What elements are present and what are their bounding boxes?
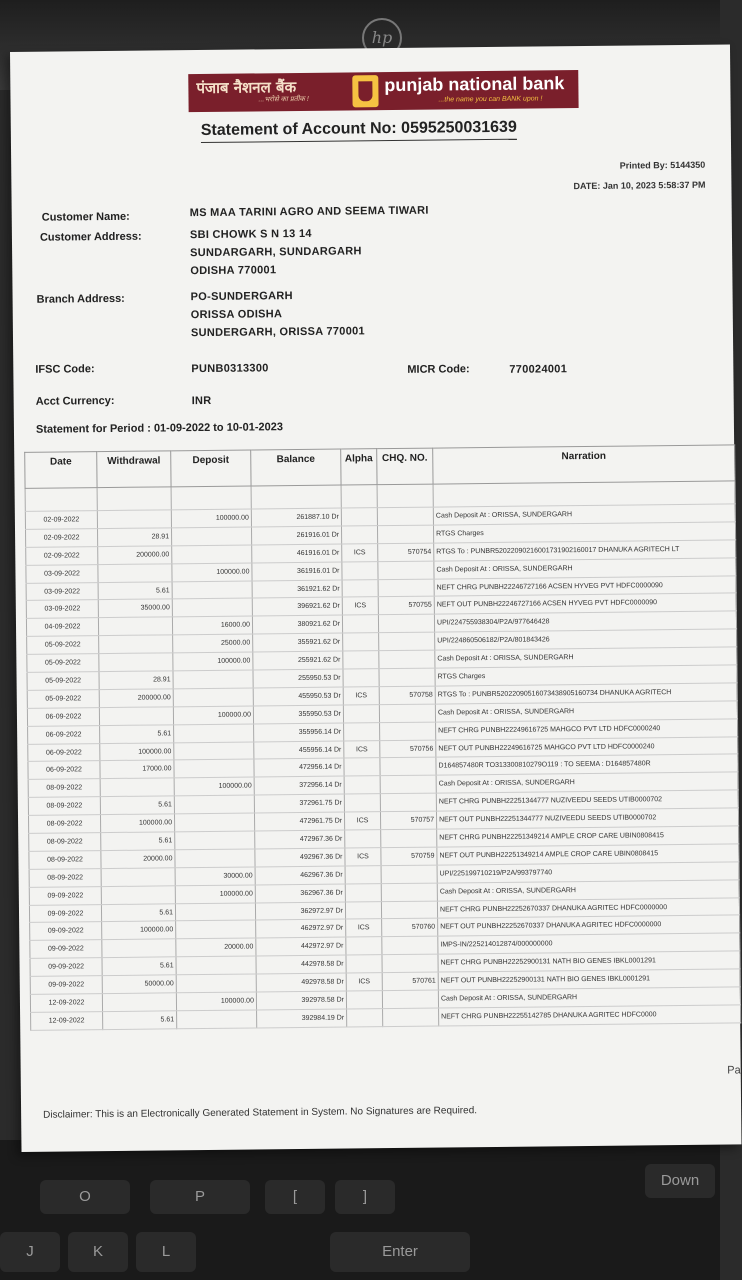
- table-cell: 28.91: [97, 528, 171, 547]
- table-cell: [175, 903, 255, 922]
- bank-english-name: punjab national bank: [384, 73, 565, 96]
- table-cell: 472956.14 Dr: [254, 759, 344, 778]
- bank-hindi-name: पंजाब नैशनल बैंक: [196, 78, 297, 98]
- key-p: P: [150, 1180, 250, 1214]
- table-cell: [177, 1010, 257, 1029]
- table-cell: [383, 1008, 439, 1026]
- table-cell: [345, 901, 381, 919]
- table-cell: 09-09-2022: [29, 886, 101, 905]
- table-cell: [100, 778, 174, 797]
- table-cell: 570758: [379, 686, 435, 704]
- table-cell: [101, 868, 175, 887]
- table-cell: 362972.97 Dr: [255, 902, 345, 921]
- table-cell: 396921.62 Dr: [252, 598, 342, 617]
- table-cell: RTGS Charges: [433, 522, 735, 543]
- key-k: K: [68, 1232, 128, 1272]
- table-cell: 06-09-2022: [27, 707, 99, 726]
- table-cell: NEFT OUT PUNBH22251344777 NUZIVEEDU SEEDS UTIB0000702: [436, 808, 738, 829]
- table-cell: 355921.62 Dr: [253, 633, 343, 652]
- table-cell: [342, 579, 378, 597]
- bank-tagline: ...the name you can BANK upon !: [438, 95, 543, 104]
- branch-address-label: Branch Address:: [36, 292, 125, 306]
- table-cell: [379, 668, 435, 686]
- branch-line-1: PO-SUNDERGARH: [190, 290, 293, 304]
- customer-address-label: Customer Address:: [39, 230, 142, 244]
- table-cell: [98, 617, 172, 636]
- table-cell: [382, 954, 438, 972]
- table-cell: [381, 865, 437, 883]
- table-cell: 06-09-2022: [28, 725, 100, 744]
- table-cell: [174, 813, 254, 832]
- table-cell: 442972.97 Dr: [256, 937, 346, 956]
- table-cell: ICS: [345, 848, 381, 866]
- table-cell: [379, 704, 435, 722]
- col-date: Date: [25, 452, 97, 489]
- table-cell: [381, 883, 437, 901]
- table-cell: Cash Deposit At : ORISSA, SUNDERGARH: [438, 987, 740, 1008]
- table-cell: [347, 1009, 383, 1027]
- table-cell: [171, 527, 251, 546]
- table-cell: 355950.53 Dr: [253, 705, 343, 724]
- table-cell: [176, 956, 256, 975]
- table-cell: [343, 669, 379, 687]
- table-cell: [346, 937, 382, 955]
- table-cell: 04-09-2022: [26, 618, 98, 637]
- table-cell: NEFT OUT PUNBH22246727166 ACSEN HYVEG PVT HDFC0000090: [434, 593, 736, 614]
- table-cell: [102, 993, 176, 1012]
- table-cell: Cash Deposit At : ORISSA, SUNDERGARH: [435, 701, 737, 722]
- table-cell: 455950.53 Dr: [253, 687, 343, 706]
- table-cell: [379, 632, 435, 650]
- branch-address: [190, 286, 365, 342]
- key-enter: Enter: [330, 1232, 470, 1272]
- table-cell: 255950.53 Dr: [253, 669, 343, 688]
- table-cell: [342, 561, 378, 579]
- table-cell: 08-09-2022: [29, 851, 101, 870]
- table-cell: ICS: [343, 687, 379, 705]
- table-cell: NEFT OUT PUNBH22251349214 AMPLE CROP CARE UBIN0808415: [437, 844, 739, 865]
- hp-logo-icon: hp: [362, 18, 402, 58]
- table-cell: 472961.75 Dr: [254, 812, 344, 831]
- table-cell: 570759: [381, 847, 437, 865]
- table-cell: 5.61: [100, 725, 174, 744]
- table-cell: [346, 955, 382, 973]
- table-cell: 28.91: [99, 671, 173, 690]
- table-cell: 08-09-2022: [28, 779, 100, 798]
- table-cell: 25000.00: [173, 634, 253, 653]
- table-cell: 570760: [382, 919, 438, 937]
- table-cell: 100000.00: [176, 992, 256, 1011]
- table-cell: RTGS Charges: [435, 665, 737, 686]
- table-cell: 05-09-2022: [27, 672, 99, 691]
- table-cell: 100000.00: [171, 509, 251, 528]
- table-cell: 08-09-2022: [28, 815, 100, 834]
- key-bracket-close: ]: [335, 1180, 395, 1214]
- col-alpha: Alpha: [341, 449, 377, 485]
- table-cell: 05-09-2022: [27, 654, 99, 673]
- pnb-logo-icon: [352, 75, 378, 107]
- table-cell: ICS: [346, 973, 382, 991]
- table-cell: 100000.00: [172, 563, 252, 582]
- table-cell: UPI/224860506182/P2A/801843426: [435, 629, 737, 650]
- address-line-2: SUNDARGARH, SUNDARGARH: [190, 245, 362, 260]
- table-cell: 08-09-2022: [29, 868, 101, 887]
- currency-value: INR: [191, 394, 212, 408]
- table-cell: 462967.36 Dr: [255, 866, 345, 885]
- table-cell: [342, 615, 378, 633]
- table-cell: [99, 635, 173, 654]
- table-cell: 570757: [380, 811, 436, 829]
- table-cell: 570755: [378, 597, 434, 615]
- keyboard: [0, 1140, 720, 1280]
- currency-label: Acct Currency:: [35, 394, 115, 408]
- branch-line-2: ORISSA ODISHA: [190, 308, 283, 322]
- table-cell: NEFT CHRG PUNBH22251349214 AMPLE CROP CARE UBIN0808415: [437, 826, 739, 847]
- table-cell: 12-09-2022: [31, 1012, 103, 1031]
- table-cell: [173, 688, 253, 707]
- table-cell: 12-09-2022: [30, 994, 102, 1013]
- table-cell: 492967.36 Dr: [255, 848, 345, 867]
- table-cell: 362967.36 Dr: [255, 884, 345, 903]
- table-cell: 455956.14 Dr: [254, 741, 344, 760]
- table-cell: 100000.00: [102, 921, 176, 940]
- table-cell: 09-09-2022: [30, 940, 102, 959]
- page-footer-fragment: Pa: [727, 1064, 741, 1077]
- table-cell: 100000.00: [173, 706, 253, 725]
- table-cell: NEFT CHRG PUNBH22255142785 DHANUKA AGRITEC HDFC0000: [439, 1005, 741, 1026]
- print-date: DATE: Jan 10, 2023 5:58:37 PM: [573, 179, 706, 192]
- transactions-body: [25, 481, 741, 1030]
- key-down: Down: [645, 1164, 715, 1198]
- table-cell: 100000.00: [100, 814, 174, 833]
- micr-value: 770024001: [509, 363, 568, 376]
- table-cell: Cash Deposit At : ORISSA, SUNDERGARH: [436, 772, 738, 793]
- table-cell: 100000.00: [173, 652, 253, 671]
- table-cell: [99, 653, 173, 672]
- table-cell: [174, 795, 254, 814]
- table-cell: [378, 579, 434, 597]
- table-cell: 361916.01 Dr: [252, 562, 342, 581]
- table-cell: 20000.00: [101, 850, 175, 869]
- address-line-1: SBI CHOWK S N 13 14: [189, 227, 312, 242]
- table-cell: [380, 722, 436, 740]
- table-cell: 06-09-2022: [28, 743, 100, 762]
- table-cell: RTGS To : PUNBR52022090516073438905160734 DHANUKA AGRITECH: [435, 683, 737, 704]
- table-cell: 255921.62 Dr: [253, 651, 343, 670]
- table-cell: [378, 561, 434, 579]
- table-cell: [382, 990, 438, 1008]
- table-cell: [172, 598, 252, 617]
- micr-label: MICR Code:: [407, 363, 470, 376]
- customer-name: MS MAA TARINI AGRO AND SEEMA TIWARI: [189, 204, 429, 220]
- table-cell: [97, 510, 171, 529]
- col-withdrawal: Withdrawal: [97, 451, 171, 488]
- table-cell: [172, 545, 252, 564]
- table-cell: [381, 829, 437, 847]
- table-cell: 392984.19 Dr: [257, 1009, 347, 1028]
- table-cell: [343, 651, 379, 669]
- table-cell: 5.61: [102, 957, 176, 976]
- table-cell: 09-09-2022: [29, 904, 101, 923]
- print-info: [573, 155, 705, 196]
- table-cell: 5.61: [103, 1011, 177, 1030]
- table-cell: Cash Deposit At : ORISSA, SUNDERGARH: [433, 504, 735, 525]
- table-cell: 100000.00: [174, 777, 254, 796]
- table-cell: 492978.58 Dr: [256, 973, 346, 992]
- table-cell: 06-09-2022: [28, 761, 100, 780]
- table-cell: [172, 581, 252, 600]
- table-cell: ICS: [342, 597, 378, 615]
- table-cell: NEFT CHRG PUNBH22252670337 DHANUKA AGRITEC HDFC0000000: [437, 898, 739, 919]
- table-cell: [380, 775, 436, 793]
- table-cell: [381, 901, 437, 919]
- table-cell: [341, 526, 377, 544]
- table-cell: ICS: [344, 740, 380, 758]
- transactions-table: [24, 444, 741, 1030]
- table-cell: 08-09-2022: [29, 833, 101, 852]
- table-cell: 05-09-2022: [27, 690, 99, 709]
- col-chq-no: CHQ. NO.: [377, 448, 433, 485]
- table-cell: NEFT OUT PUNBH22249616725 MAHGCO PVT LTD HDFC0000240: [436, 736, 738, 757]
- table-cell: 461916.01 Dr: [252, 544, 342, 563]
- table-cell: 5.61: [101, 903, 175, 922]
- table-cell: 361921.62 Dr: [252, 580, 342, 599]
- table-cell: 17000.00: [100, 760, 174, 779]
- disclaimer: Disclaimer: This is an Electronically Generated Statement in System. No Signatures are Required.: [43, 1105, 478, 1121]
- table-cell: [377, 525, 433, 543]
- table-cell: [174, 759, 254, 778]
- table-cell: 372961.75 Dr: [254, 794, 344, 813]
- address-line-3: ODISHA 770001: [190, 264, 277, 278]
- table-cell: [176, 920, 256, 939]
- key-j: J: [0, 1232, 60, 1272]
- table-cell: [379, 650, 435, 668]
- table-cell: 03-09-2022: [26, 564, 98, 583]
- table-cell: [344, 722, 380, 740]
- table-cell: [98, 564, 172, 583]
- table-cell: 09-09-2022: [30, 958, 102, 977]
- table-cell: IMPS-IN/225214012874/000000000: [438, 933, 740, 954]
- table-cell: 372956.14 Dr: [254, 776, 344, 795]
- table-cell: [346, 991, 382, 1009]
- table-cell: Cash Deposit At : ORISSA, SUNDERGARH: [435, 647, 737, 668]
- table-cell: 570754: [378, 543, 434, 561]
- table-cell: ICS: [344, 812, 380, 830]
- table-cell: 16000.00: [172, 616, 252, 635]
- table-cell: 5.61: [101, 832, 175, 851]
- table-cell: 100000.00: [100, 742, 174, 761]
- table-cell: 35000.00: [98, 599, 172, 618]
- table-cell: 200000.00: [98, 546, 172, 565]
- ifsc-value: PUNB0313300: [191, 362, 269, 376]
- col-deposit: Deposit: [171, 450, 251, 487]
- table-cell: NEFT CHRG PUNBH22252900131 NATH BIO GENES IBKL0001291: [438, 951, 740, 972]
- table-cell: 442978.58 Dr: [256, 955, 346, 974]
- table-cell: [99, 707, 173, 726]
- table-cell: ICS: [346, 919, 382, 937]
- table-cell: NEFT OUT PUNBH22252900131 NATH BIO GENES IBKL0001291: [438, 969, 740, 990]
- bank-statement-page: [10, 44, 741, 1151]
- table-cell: [344, 776, 380, 794]
- table-cell: 261916.01 Dr: [251, 526, 341, 545]
- table-cell: RTGS To : PUNBR52022090216001731902160017 DHANUKA AGRITECH LT: [434, 540, 736, 561]
- table-cell: D164857480R TO313300810279O119 : TO SEEMA : D164857480R: [436, 754, 738, 775]
- table-cell: 570761: [382, 972, 438, 990]
- table-cell: [101, 886, 175, 905]
- table-cell: UPI/224755938304/P2A/977646428: [434, 611, 736, 632]
- table-cell: 570756: [380, 740, 436, 758]
- table-cell: NEFT CHRG PUNBH22251344777 NUZIVEEDU SEEDS UTIB0000702: [436, 790, 738, 811]
- printed-by: Printed By: 5144350: [619, 159, 706, 171]
- key-o: O: [40, 1180, 130, 1214]
- table-cell: 02-09-2022: [25, 529, 97, 548]
- table-cell: 09-09-2022: [30, 976, 102, 995]
- table-cell: [378, 614, 434, 632]
- table-cell: 462972.97 Dr: [256, 920, 346, 939]
- key-bracket-open: [: [265, 1180, 325, 1214]
- table-cell: [102, 939, 176, 958]
- table-cell: 472967.36 Dr: [255, 830, 345, 849]
- table-cell: [341, 508, 377, 526]
- table-cell: [380, 758, 436, 776]
- table-cell: 261887.10 Dr: [251, 508, 341, 527]
- table-cell: [174, 742, 254, 761]
- table-cell: 02-09-2022: [25, 511, 97, 530]
- table-cell: [174, 724, 254, 743]
- table-cell: [175, 831, 255, 850]
- table-cell: 03-09-2022: [26, 600, 98, 619]
- statement-period: Statement for Period : 01-09-2022 to 10-01-2023: [35, 421, 284, 436]
- table-cell: NEFT CHRG PUNBH22246727166 ACSEN HYVEG PVT HDFC0000090: [434, 575, 736, 596]
- table-cell: NEFT OUT PUNBH22252670337 DHANUKA AGRITEC HDFC0000000: [438, 915, 740, 936]
- bank-logo-banner: [188, 70, 578, 112]
- table-cell: [344, 758, 380, 776]
- key-l: L: [136, 1232, 196, 1272]
- table-cell: 02-09-2022: [26, 546, 98, 565]
- statement-title: Statement of Account No: 0595250031639: [201, 119, 517, 143]
- table-cell: [344, 794, 380, 812]
- table-cell: 09-09-2022: [30, 922, 102, 941]
- table-cell: 20000.00: [176, 938, 256, 957]
- customer-address: [190, 224, 362, 280]
- customer-name-label: Customer Name:: [41, 210, 130, 224]
- table-cell: 200000.00: [99, 689, 173, 708]
- table-cell: [377, 507, 433, 525]
- table-cell: 05-09-2022: [27, 636, 99, 655]
- ifsc-label: IFSC Code:: [35, 363, 95, 376]
- table-cell: NEFT CHRG PUNBH22249616725 MAHGCO PVT LTD HDFC0000240: [436, 719, 738, 740]
- table-cell: 03-09-2022: [26, 582, 98, 601]
- table-cell: 08-09-2022: [28, 797, 100, 816]
- table-cell: [345, 830, 381, 848]
- table-cell: 392978.58 Dr: [256, 991, 346, 1010]
- table-cell: 5.61: [98, 581, 172, 600]
- bank-hindi-tagline: ...भरोसे का प्रतीक !: [258, 95, 309, 104]
- table-cell: [176, 974, 256, 993]
- col-balance: Balance: [251, 449, 341, 486]
- col-narration: Narration: [433, 445, 735, 484]
- table-cell: 5.61: [100, 796, 174, 815]
- table-cell: ICS: [342, 543, 378, 561]
- table-cell: [175, 849, 255, 868]
- table-cell: [380, 793, 436, 811]
- table-cell: 30000.00: [175, 867, 255, 886]
- table-cell: [343, 633, 379, 651]
- table-cell: [345, 883, 381, 901]
- table-cell: [345, 865, 381, 883]
- table-cell: [173, 670, 253, 689]
- table-cell: Cash Deposit At : ORISSA, SUNDERGARH: [434, 558, 736, 579]
- table-cell: [343, 704, 379, 722]
- table-cell: 100000.00: [175, 885, 255, 904]
- table-cell: [382, 936, 438, 954]
- table-cell: Cash Deposit At : ORISSA, SUNDERGARH: [437, 880, 739, 901]
- table-cell: UPI/225199710219/P2A/993797740: [437, 862, 739, 883]
- table-cell: 355956.14 Dr: [254, 723, 344, 742]
- table-cell: 380921.62 Dr: [252, 615, 342, 634]
- table-cell: 50000.00: [102, 975, 176, 994]
- branch-line-3: SUNDERGARH, ORISSA 770001: [190, 325, 365, 340]
